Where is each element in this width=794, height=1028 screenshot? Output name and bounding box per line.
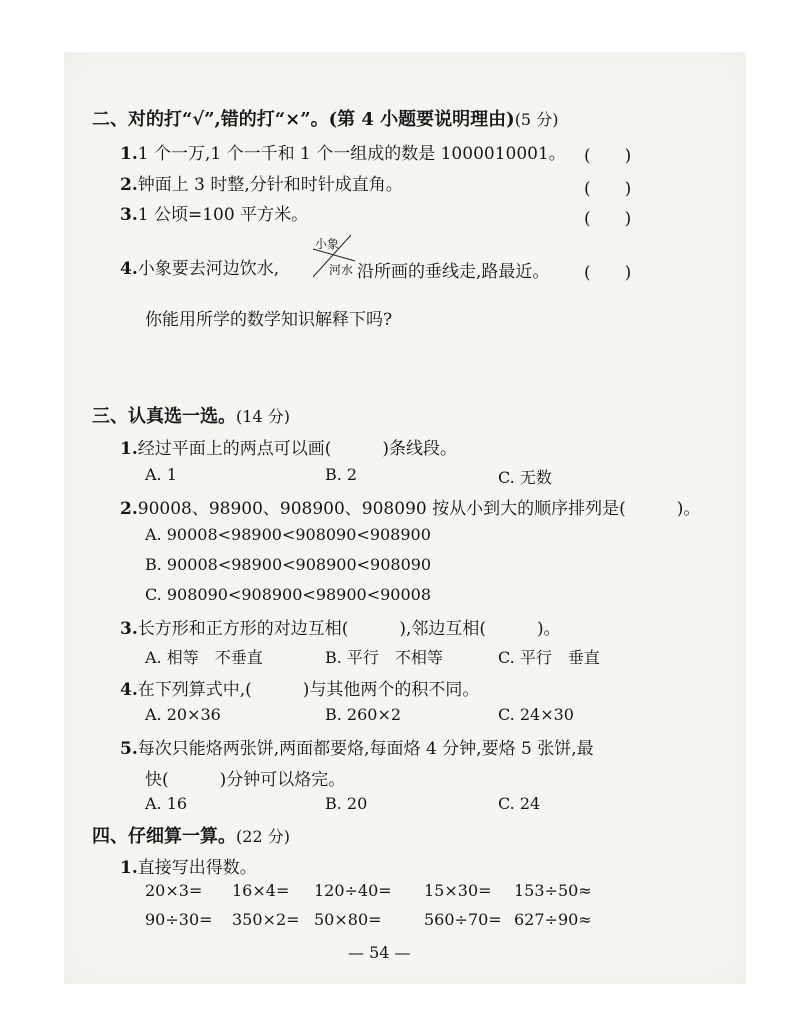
s2-item-1-answer[interactable]: ( )	[584, 146, 632, 166]
calc-row1-2: 16×4=	[232, 881, 290, 900]
calc-row1-4: 15×30=	[424, 881, 492, 900]
section2-score: (5 分)	[514, 110, 559, 129]
s3-q5-option-c[interactable]: C. 24	[498, 794, 541, 813]
s2-item-4-text-before: 小象要去河边饮水,	[137, 259, 280, 279]
s2-item-2	[120, 170, 403, 195]
s3-q5-option-a[interactable]: A. 16	[145, 794, 188, 813]
elephant-river-diagram	[307, 233, 357, 279]
page-number: — 54 —	[348, 943, 411, 962]
s2-item-2-text: 钟面上 3 时整,分针和时针成直角。	[137, 175, 403, 195]
s3-q2	[120, 494, 700, 519]
s2-item-3-text: 1 公顷=100 平方米。	[137, 205, 309, 225]
s3-q1-num: 1.	[120, 439, 138, 459]
s3-q4	[120, 675, 479, 700]
s3-q1-option-a[interactable]: A. 1	[145, 465, 177, 484]
section2-heading	[92, 105, 558, 131]
s3-q3-text: 长方形和正方形的对边互相( ),邻边互相( )。	[137, 619, 561, 639]
s4-q1-num: 1.	[120, 858, 138, 878]
calc-row1-5: 153÷50≈	[514, 881, 592, 900]
s3-q5-line2: 快( )分钟可以烙完。	[145, 770, 346, 790]
s3-q3-num: 3.	[120, 619, 138, 639]
s2-item-4-num: 4.	[120, 259, 138, 279]
s2-item-4-part1	[120, 254, 279, 279]
calc-row2-2: 350×2=	[232, 910, 300, 929]
s3-q1-option-c[interactable]: C. 无数	[498, 468, 552, 487]
s3-q4-option-c[interactable]: C. 24×30	[498, 705, 574, 724]
s2-item-4-answer[interactable]: ( )	[584, 263, 632, 283]
calc-row2-3: 50×80=	[314, 910, 382, 929]
s3-q5	[120, 734, 594, 759]
s3-q4-text: 在下列算式中,( )与其他两个的积不同。	[137, 680, 480, 700]
section2-title: 二、对的打“√”,错的打“×”。(第 4 小题要说明理由)	[92, 109, 515, 130]
s3-q5-option-b[interactable]: B. 20	[325, 794, 368, 813]
s3-q2-option-a[interactable]: A. 90008<98900<908090<908900	[145, 525, 431, 544]
section3-score: (14 分)	[236, 407, 290, 426]
calc-row2-5: 627÷90≈	[514, 910, 592, 929]
s3-q4-option-a[interactable]: A. 20×36	[145, 705, 221, 724]
s4-q1-text: 直接写出得数。	[137, 858, 257, 878]
s3-q3-option-b[interactable]: B. 平行 不相等	[325, 648, 443, 667]
section4-heading	[92, 822, 290, 848]
s3-q5-num: 5.	[120, 739, 138, 759]
s3-q1-option-b[interactable]: B. 2	[325, 465, 358, 484]
s3-q2-num: 2.	[120, 499, 138, 519]
s2-item-3-num: 3.	[120, 205, 138, 225]
s3-q2-option-c[interactable]: C. 908090<908900<98900<90008	[145, 585, 432, 604]
calc-row2-4: 560÷70=	[424, 910, 502, 929]
s2-item-3-answer[interactable]: ( )	[584, 209, 632, 229]
s2-item-1	[120, 139, 566, 164]
s2-item-2-num: 2.	[120, 175, 138, 195]
section4-score: (22 分)	[236, 827, 290, 846]
s3-q3-option-c[interactable]: C. 平行 垂直	[498, 648, 600, 667]
s2-item-1-num: 1.	[120, 144, 138, 164]
s3-q3-option-a[interactable]: A. 相等 不垂直	[145, 648, 263, 667]
s3-q3	[120, 614, 561, 639]
s3-q1-text: 经过平面上的两点可以画( )条线段。	[137, 439, 458, 459]
calc-row1-3: 120÷40=	[314, 881, 392, 900]
s3-q2-option-b[interactable]: B. 90008<98900<908900<908090	[145, 555, 432, 574]
section3-heading	[92, 402, 290, 428]
s3-q4-num: 4.	[120, 680, 138, 700]
s2-item-4-part2: 沿所画的垂线走,路最近。	[357, 262, 550, 282]
section3-title: 三、认真选一选。	[92, 406, 236, 427]
s3-q1	[120, 434, 457, 459]
s3-q2-text: 90008、98900、908900、908090 按从小到大的顺序排列是( )。	[137, 499, 701, 519]
calc-row1-1: 20×3=	[145, 881, 203, 900]
s4-q1	[120, 853, 257, 878]
s2-item-3	[120, 200, 308, 225]
calc-row2-1: 90÷30=	[145, 910, 213, 929]
diagram-elephant-label: 小象	[315, 237, 340, 251]
s3-q4-option-b[interactable]: B. 260×2	[325, 705, 402, 724]
s2-item-1-text: 1 个一万,1 个一千和 1 个一组成的数是 1000010001。	[137, 144, 566, 164]
s3-q5-text: 每次只能烙两张饼,两面都要烙,每面烙 4 分钟,要烙 5 张饼,最	[137, 739, 594, 759]
s2-item-2-answer[interactable]: ( )	[584, 179, 632, 199]
diagram-river-label: 河水	[329, 263, 354, 277]
section4-title: 四、仔细算一算。	[92, 826, 236, 847]
s2-explain-prompt: 你能用所学的数学知识解释下吗?	[145, 310, 393, 330]
